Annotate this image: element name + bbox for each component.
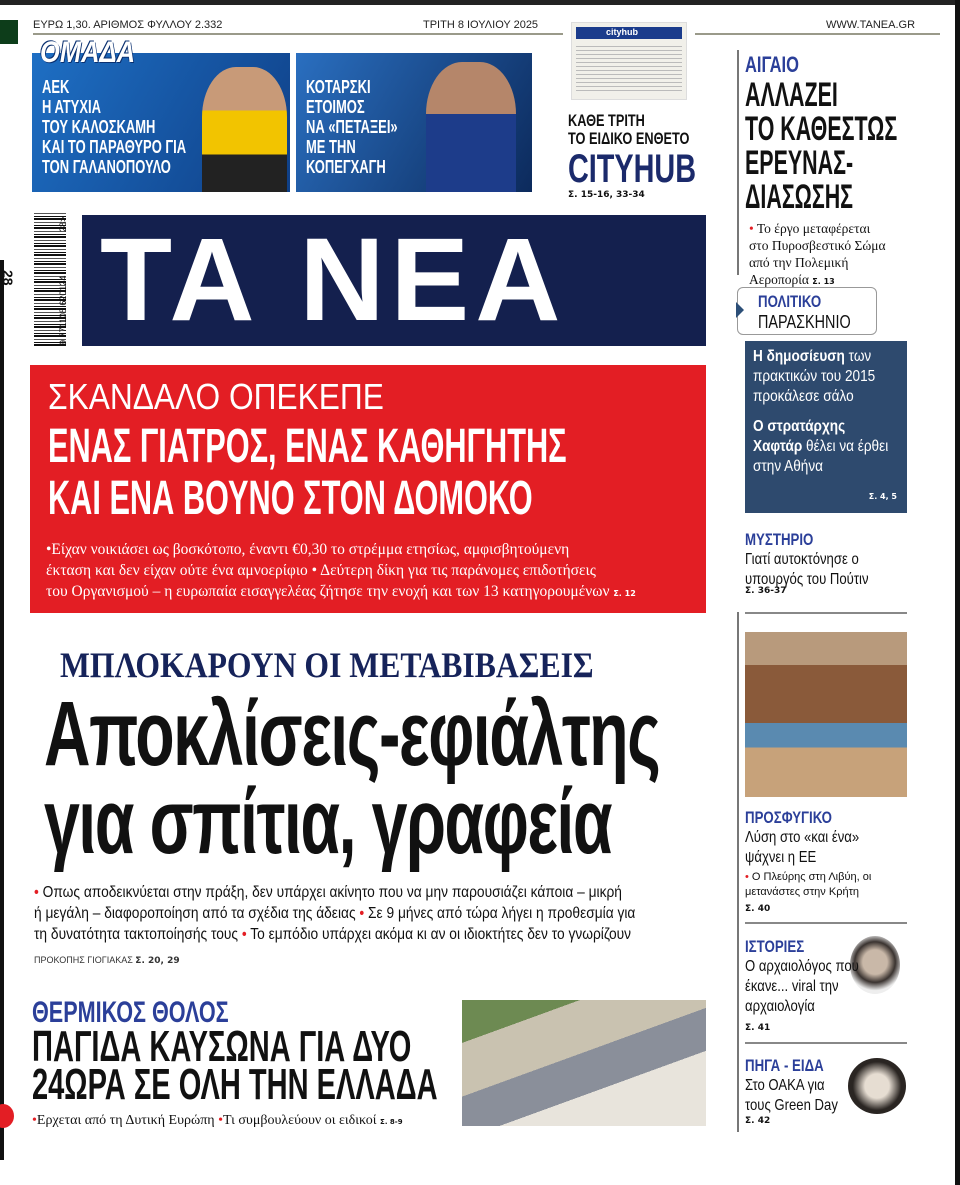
body-line: Το εμπόδιο υπάρχει ακόμα κι αν οι ιδιοκτήτες δεν το γνωρίζουν bbox=[250, 926, 632, 943]
bullet-text: Τι συμβουλεύουν οι ειδικοί bbox=[223, 1113, 377, 1128]
divider bbox=[745, 922, 907, 924]
sub-body: Ο Πλεύρης στη Λιβύη, οι μετανάστες στην Κρήτη bbox=[745, 871, 872, 898]
page-edge bbox=[955, 0, 960, 1185]
divider bbox=[745, 1042, 907, 1044]
omada-section-logo: ΟΜΑΔΑ bbox=[40, 36, 136, 69]
lead-headline bbox=[48, 421, 858, 525]
body-line: Το έργο μεταφέρεται bbox=[756, 221, 871, 236]
aegean-story[interactable]: ΑΙΓΑΙΟ ΑΛΛΑΖΕΙ ΤΟ ΚΑΘΕΣΤΩΣ ΕΡΕΥΝΑΣ- ΔΙΑΣΩΣΗΣ • Το έργο μεταφέρεται στο Πυροσβεστικό Σώμα από την Πολεμική Αεροπορία Σ. 13 bbox=[745, 52, 907, 290]
page-ref: Σ. 20, 29 bbox=[135, 956, 180, 966]
kicker: ΙΣΤΟΡΙΕΣ bbox=[745, 937, 805, 956]
page-ref: Σ. 42 bbox=[745, 1116, 771, 1126]
headline-line: ΠΑΓΙΔΑ ΚΑΥΣΩΝΑ ΓΙΑ ΔΥΟ bbox=[32, 1022, 412, 1071]
teaser-line: ΜΕ ΤΗΝ bbox=[306, 137, 356, 157]
cityhub-title: CITYHUB bbox=[568, 147, 697, 191]
teaser-line: Η ΑΤΥΧΙΑ bbox=[42, 97, 101, 117]
heat-bullets: •Ερχεται από τη Δυτική Ευρώπη •Τι συμβουλεύουν οι ειδικοί Σ. 8-9 bbox=[32, 1113, 403, 1128]
lead-body bbox=[46, 539, 636, 604]
sports-teaser-kotarski[interactable] bbox=[296, 53, 532, 192]
cityhub-line: ΚΑΘΕ ΤΡΙΤΗ bbox=[568, 111, 645, 130]
teaser-line: ΑΕΚ bbox=[42, 77, 70, 97]
headline-line: ΕΝΑΣ ΓΙΑΤΡΟΣ, ΕΝΑΣ ΚΑΘΗΓΗΤΗΣ bbox=[48, 420, 567, 473]
headline-line: ΕΡΕΥΝΑΣ- bbox=[745, 144, 854, 182]
header-rule bbox=[33, 33, 563, 35]
heat-kicker: ΘΕΡΜΙΚΟΣ ΘΟΛΟΣ bbox=[32, 996, 229, 1029]
red-marker bbox=[0, 1104, 14, 1128]
headline-line: Αποκλίσεις-εφιάλτης bbox=[44, 683, 660, 785]
stories-story[interactable] bbox=[745, 937, 907, 1033]
thumb-text-lines bbox=[576, 43, 682, 91]
barcode-number: 9 771108 620124 bbox=[58, 275, 68, 345]
body: Στο ΟΑΚΑ για τους Green Day bbox=[745, 1077, 838, 1114]
teaser-line: ΚΟΤΑΡΣΚΙ bbox=[306, 77, 371, 97]
color-tab bbox=[0, 20, 18, 44]
lead-story-opekepe[interactable] bbox=[30, 365, 706, 613]
mystery-story[interactable] bbox=[745, 530, 907, 596]
headline-line: ΚΑΙ ΕΝΑ ΒΟΥΝΟ ΣΤΟΝ ΔΟΜΟΚΟ bbox=[48, 472, 533, 525]
body-line: ή μεγάλη – διαφοροποίηση από τα σχέδια της άδειας bbox=[34, 905, 356, 922]
page-ref: Σ. 15-16, 33-34 bbox=[568, 190, 645, 200]
teaser-line: ΤΟΥ ΚΑΛΟΣΚΑΜΗ bbox=[42, 117, 156, 137]
label-line: ΠΟΛΙΤΙΚΟ bbox=[758, 292, 822, 311]
body: Λύση στο «και ένα» ψάχνει η ΕΕ bbox=[745, 829, 860, 866]
cityhub-thumb-label: cityhub bbox=[576, 27, 682, 39]
teaser-line: ΚΑΙ ΤΟ ΠΑΡΑΘΥΡΟ ΓΙΑ bbox=[42, 137, 187, 157]
headline-line: ΔΙΑΣΩΣΗΣ bbox=[745, 178, 854, 216]
body: Ο αρχαιολόγος που έκανε... viral την αρχαιολογία bbox=[745, 958, 859, 1015]
cityhub-promo bbox=[568, 112, 746, 204]
price-issue: ΕΥΡΩ 1,30. ΑΡΙΘΜΟΣ ΦΥΛΛΟΥ 2.332 bbox=[33, 19, 223, 31]
body-line: από την Πολεμική bbox=[749, 255, 849, 270]
politics-item-2: Ο στρατάρχης Χαφτάρ θέλει να έρθει στην Αθήνα bbox=[753, 418, 889, 475]
barcode-addon: 28> bbox=[58, 216, 68, 232]
headline-line: ΑΛΛΑΖΕΙ bbox=[745, 76, 838, 114]
page-ref: Σ. 8-9 bbox=[380, 1118, 403, 1126]
body-line: τη δυνατότητα τακτοποίησής τους bbox=[34, 926, 239, 943]
kicker: ΑΙΓΑΙΟ bbox=[745, 52, 799, 77]
player-photo bbox=[426, 62, 516, 192]
masthead-banner[interactable] bbox=[82, 215, 706, 346]
label-line: ΠΑΡΑΣΚΗΝΙΟ bbox=[758, 312, 851, 332]
politics-box[interactable] bbox=[745, 341, 907, 513]
column-divider bbox=[737, 612, 739, 1132]
lead-kicker: ΣΚΑΝΔΑΛΟ ΟΠΕΚΕΠΕ bbox=[48, 376, 384, 417]
sports-teaser-aek[interactable] bbox=[32, 53, 290, 192]
body-line: Αεροπορία bbox=[749, 272, 809, 287]
bullet-text: Ερχεται από τη Δυτική Ευρώπη bbox=[36, 1113, 215, 1128]
body-line: •Είχαν νοικιάσει ως βοσκότοπο, έναντι €0,30 το στρέμμα ετησίως, αμφισβητούμενη bbox=[46, 541, 570, 558]
body-line: Σε 9 μήνες από τώρα λήγει η προθεσμία για bbox=[368, 905, 636, 922]
heat-headline[interactable] bbox=[32, 1022, 647, 1109]
body-line: έκταση και δεν είχαν ούτε ένα αμνοερίφιο • Δεύτερη δίκη για τις παράνομες επιδοτήσεις bbox=[46, 562, 596, 579]
divider bbox=[745, 612, 907, 614]
politics-label-box bbox=[737, 287, 877, 335]
went-saw-story[interactable] bbox=[745, 1056, 907, 1126]
headline-line: ΤΟ ΚΑΘΕΣΤΩΣ bbox=[745, 110, 898, 148]
top-border bbox=[0, 0, 960, 5]
refugee-photo bbox=[745, 632, 907, 797]
page-ref: Σ. 40 bbox=[745, 904, 771, 914]
byline: ΠΡΟΚΟΠΗΣ ΓΙΟΓΙΑΚΑΣ Σ. 20, 29 bbox=[34, 955, 180, 966]
teaser-line: ΤΟΝ ΓΑΛΑΝΟΠΟΥΛΟ bbox=[42, 157, 171, 177]
main-kicker: ΜΠΛΟΚΑΡΟΥΝ ΟΙ ΜΕΤΑΒΙΒΑΣΕΙΣ bbox=[60, 645, 594, 685]
main-body: • Οπως αποδεικνύεται στην πράξη, δεν υπάρχει ακίνητο που να μην παρουσιάζει κάποια – μικρή ή μεγάλη – διαφοροποίηση από τα σχέδια της άδειας • Σε 9 μήνες από τώρα λήγει η προθεσμία για τη δυνατότητα τακτοποίησής τους • Το εμπόδιο υπάρχει ακόμα κι αν οι ιδιοκτήτες δεν το γνωρίζουν bbox=[34, 884, 636, 943]
teaser-line: ΕΤΟΙΜΟΣ bbox=[306, 97, 365, 117]
politics-item-1: Η δημοσίευση των πρακτικών του 2015 προκάλεσε σάλο bbox=[753, 348, 876, 405]
headline-line: για σπίτια, γραφεία bbox=[44, 771, 612, 873]
body-line: Οπως αποδεικνύεται στην πράξη, δεν υπάρχει ακίνητο που να μην παρουσιάζει κάποια – μικρή bbox=[42, 884, 622, 901]
cityhub-line: ΤΟ ΕΙΔΙΚΟ ΕΝΘΕΤΟ bbox=[568, 129, 690, 148]
issue-date: ΤΡΙΤΗ 8 ΙΟΥΛΙΟΥ 2025 bbox=[423, 19, 539, 31]
kicker: ΠΗΓΑ - ΕΙΔΑ bbox=[745, 1056, 824, 1075]
page-ref: Σ. 13 bbox=[812, 277, 835, 286]
page-ref: Σ. 36-37 bbox=[745, 586, 787, 596]
arrow-icon bbox=[736, 302, 744, 318]
body-line: του Οργανισμού – η ευρωπαία εισαγγελέας ζήτησε την ενοχή και των 13 κατηγορουμένων bbox=[46, 583, 610, 600]
headline-line: 24ΩΡΑ ΣΕ ΟΛΗ ΤΗΝ ΕΛΛΑΔΑ bbox=[32, 1060, 438, 1109]
left-edge bbox=[0, 260, 4, 1160]
refugee-story[interactable]: ΠΡΟΣΦΥΓΙΚΟ Λύση στο «και ένα» ψάχνει η ΕΕ • Ο Πλεύρης στη Λιβύη, οι μετανάστες στην Κρήτη Σ. 40 bbox=[745, 808, 907, 914]
page-ref: Σ. 41 bbox=[745, 1023, 771, 1033]
page-ref: Σ. 12 bbox=[613, 589, 636, 598]
body: Γιατί αυτοκτόνησε ο υπουργός του Πούτιν bbox=[745, 551, 869, 588]
header-rule bbox=[695, 33, 940, 35]
newspaper-logo: ΤΑ ΝΕΑ bbox=[100, 214, 567, 346]
cityhub-thumbnail[interactable] bbox=[571, 22, 687, 100]
website-link[interactable]: WWW.TANEA.GR bbox=[826, 19, 916, 31]
column-divider bbox=[737, 50, 739, 275]
teaser-line: ΝΑ «ΠΕΤΑΞΕΙ» bbox=[306, 117, 398, 137]
teaser-line: ΚΟΠΕΓΧΑΓΗ bbox=[306, 157, 386, 177]
kicker: ΠΡΟΣΦΥΓΙΚΟ bbox=[745, 808, 832, 827]
kicker: ΜΥΣΤΗΡΙΟ bbox=[745, 530, 814, 549]
body-line: στο Πυροσβεστικό Σώμα bbox=[749, 238, 886, 253]
side-page-number: 28 bbox=[0, 270, 16, 286]
page-ref: Σ. 4, 5 bbox=[868, 492, 897, 501]
